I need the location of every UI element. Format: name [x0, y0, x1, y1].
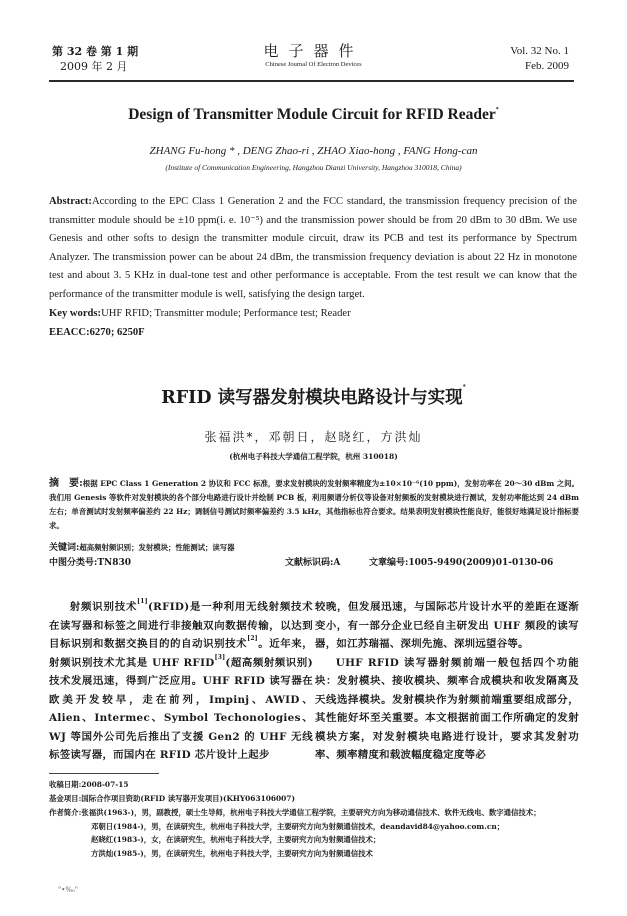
chinese-abstract: [49, 477, 579, 533]
journal-name-cn: 电子器件: [263, 42, 364, 60]
english-affiliation: (Institute of Communication Engineering, Hangzhou Dianzi University, Hangzhou 310018, China): [165, 163, 462, 172]
article-no-label: 文章编号:: [369, 558, 409, 568]
chinese-abstract-text: 根据 EPC Class 1 Generation 2 协议和 FCC 标准，要求发射模块的发射频率精度为±10×10⁻⁶(10 ppm)，发射功率在 20～30 dBm 之间。我们用 Genesis 等软件对发射模块的各个部分电路进行设计并绘制 PCB 板，利用频谱分析仪等设备对射频板的发射模块进行测试，发射功率能达到 24 dBm 左右；单音测试时发射频率偏差约 22 Hz；调制信号测试时频率偏差约 3.5 kHz，其他指标也符合要求。结果表明发射模块性能良好，能很好地满足设计指标要求。: [49, 479, 579, 530]
body-right-column: [315, 598, 579, 765]
header-rule: [49, 80, 574, 82]
chinese-keywords: [49, 541, 579, 555]
doc-code-value: A: [333, 558, 341, 568]
english-title-text: Design of Transmitter Module Circuit for RFID Reader: [128, 106, 496, 123]
clc-number: [49, 556, 131, 570]
issue-info-en: [510, 44, 569, 74]
body-left-column: [49, 598, 313, 765]
clc-label: 中图分类号:: [49, 558, 98, 568]
english-title: [0, 106, 627, 124]
body-text: 射频识别技术: [69, 601, 138, 613]
author-bio: [49, 806, 589, 820]
body-text: (RFID)是一种利用无线射频技术在读写器和标签之间进行非接触双向数据传输，以达到目标识别和数据交换目的的自动识别技术: [49, 601, 313, 650]
article-no-value: 1005-9490(2009)01-0130-06: [408, 558, 554, 568]
body-paragraph: 较晚，但发展迅速，与国际芯片设计水平的差距在逐渐变小，有一部分企业已经自主研发出 UHF 频段的读写器，如江苏瑞福、深圳先施、深圳远望谷等。: [315, 601, 579, 650]
citation-ref[interactable]: [3]: [214, 653, 226, 661]
english-authors: ZHANG Fu-hong * , DENG Zhao-ri , ZHAO Xiao-hong , FANG Hong-can: [149, 145, 478, 157]
body-text: (超高频射频识别)技术发展迅速，得到广泛应用。UHF RFID 读写器在欧美开发较早，走在前列，Impinj、AWID、Alien、Intermec、Symbol Techonologies、WJ 等国外公司先后推出了支援 Gen2 的 UHF 无线标签读写器，而国内在 RFID 芯片设计上起步: [49, 656, 313, 761]
chinese-affiliation: (杭州电子科技大学通信工程学院，杭州 310018): [229, 452, 398, 461]
volume-cn: 第 32 卷 第 1 期: [52, 45, 139, 58]
footnote-rule: [49, 773, 159, 774]
footnote-received: [49, 778, 589, 792]
chinese-authors: 张福洪*，邓朝日，赵晓红，方洪灿: [204, 430, 423, 444]
doc-code-label: 文献标识码:: [285, 558, 334, 568]
eeacc-value: 6270; 6250F: [89, 326, 145, 338]
body-paragraph: [49, 598, 313, 765]
bio-text: 张福洪(1963-)，男，副教授，硕士生导师，杭州电子科技大学通信工程学院，主要研究方向为移动通信技术、软件无线电、数字通信技术；: [81, 808, 541, 817]
article-number: [369, 556, 553, 570]
citation-ref[interactable]: [2]: [247, 635, 258, 642]
keywords-label: Key words:: [49, 308, 102, 319]
received-label: 收稿日期:: [49, 780, 82, 789]
chinese-abstract-label: 摘 要:: [49, 478, 83, 489]
eeacc: [49, 324, 577, 343]
english-keywords: [49, 305, 577, 324]
chinese-keywords-text: 超高频射频识别；发射模块；性能测试；读写器: [79, 543, 235, 552]
journal-name: [200, 42, 427, 70]
volume-en: Vol. 32 No. 1: [510, 45, 569, 57]
author-bio: 邓朝日(1984-)，男，在读研究生，杭州电子科技大学，主要研究方向为射频通信技术，deandavid84@yahoo.com.cn；: [91, 821, 505, 831]
document-code: [285, 556, 340, 570]
abstract-text: According to the EPC Class 1 Generation 2 and the FCC standard, the transmission frequency precision of the transmitter module should be ±10 ppm(i. e. 10⁻⁵) and the transmission power should be from 20 dBm to 30 dBm. We use Genesis and other softs to design the transmitter module circuit, draw its PCB and test its performance by Spectrum Analyzer. The transmission power can be about 24 dBm, the transmission frequency deviation is about 22 Hz in monotone test and about 3. 5 KHz in dual-tone test and other performance is acceptable. From the test result we can know that the performance of the transmitter module is well, satisfying the design target.: [49, 196, 577, 300]
date-cn: 2009 年 2 月: [60, 60, 128, 73]
issue-info-cn: [52, 44, 138, 74]
fund-label: 基金项目:: [49, 794, 82, 803]
eeacc-label: EEACC:: [49, 326, 90, 338]
body-paragraph: UHF RFID 读写器射频前端一般包括四个功能块：发射模块、接收模块、频率合成模块和收发隔离及天线选择模块。发射模块作为射频前端重要组成部分，其性能好坏至关重要。本文根据前面工作所确定的发射模块方案，对发射模块电路进行设计，要求其发射功率、频率精度和载波幅度稳定度等必: [315, 656, 579, 761]
citation-ref[interactable]: [1]: [137, 598, 148, 605]
fund-text: 国际合作项目资助(RFID 读写器开发项目)(KHY063106007): [81, 794, 295, 803]
chinese-title: [0, 384, 627, 409]
body-text: 。近年来，射频识别技术尤其是 UHF RFID: [49, 638, 314, 669]
page-mark: "•%₀": [58, 886, 79, 894]
received-date: 2008-07-15: [81, 780, 129, 789]
bio-label: 作者简介:: [49, 808, 82, 817]
english-keywords-block: [49, 305, 577, 342]
chinese-title-mark: *: [462, 384, 466, 391]
chinese-keywords-label: 关键词:: [49, 543, 80, 553]
chinese-title-text: RFID 读写器发射模块电路设计与实现: [161, 388, 463, 408]
author-bio: 方洪灿(1985-)，男，在读研究生，杭州电子科技大学，主要研究方向为射频通信技术: [91, 848, 373, 858]
abstract-label: Abstract:: [49, 196, 92, 207]
title-footnote-mark: *: [495, 107, 499, 113]
clc-value: TN830: [97, 558, 132, 568]
keywords-text: UHF RFID; Transmitter module; Performance test; Reader: [101, 308, 351, 319]
english-abstract: [49, 193, 577, 305]
journal-name-en: Chinese Journal Of Electron Devices: [265, 61, 362, 68]
footnote-fund: [49, 792, 589, 806]
footnote-bios: [49, 806, 589, 860]
author-bio: 赵晓红(1983-)，女，在读研究生，杭州电子科技大学，主要研究方向为射频通信技术；: [91, 835, 381, 844]
date-en: Feb. 2009: [525, 60, 569, 72]
